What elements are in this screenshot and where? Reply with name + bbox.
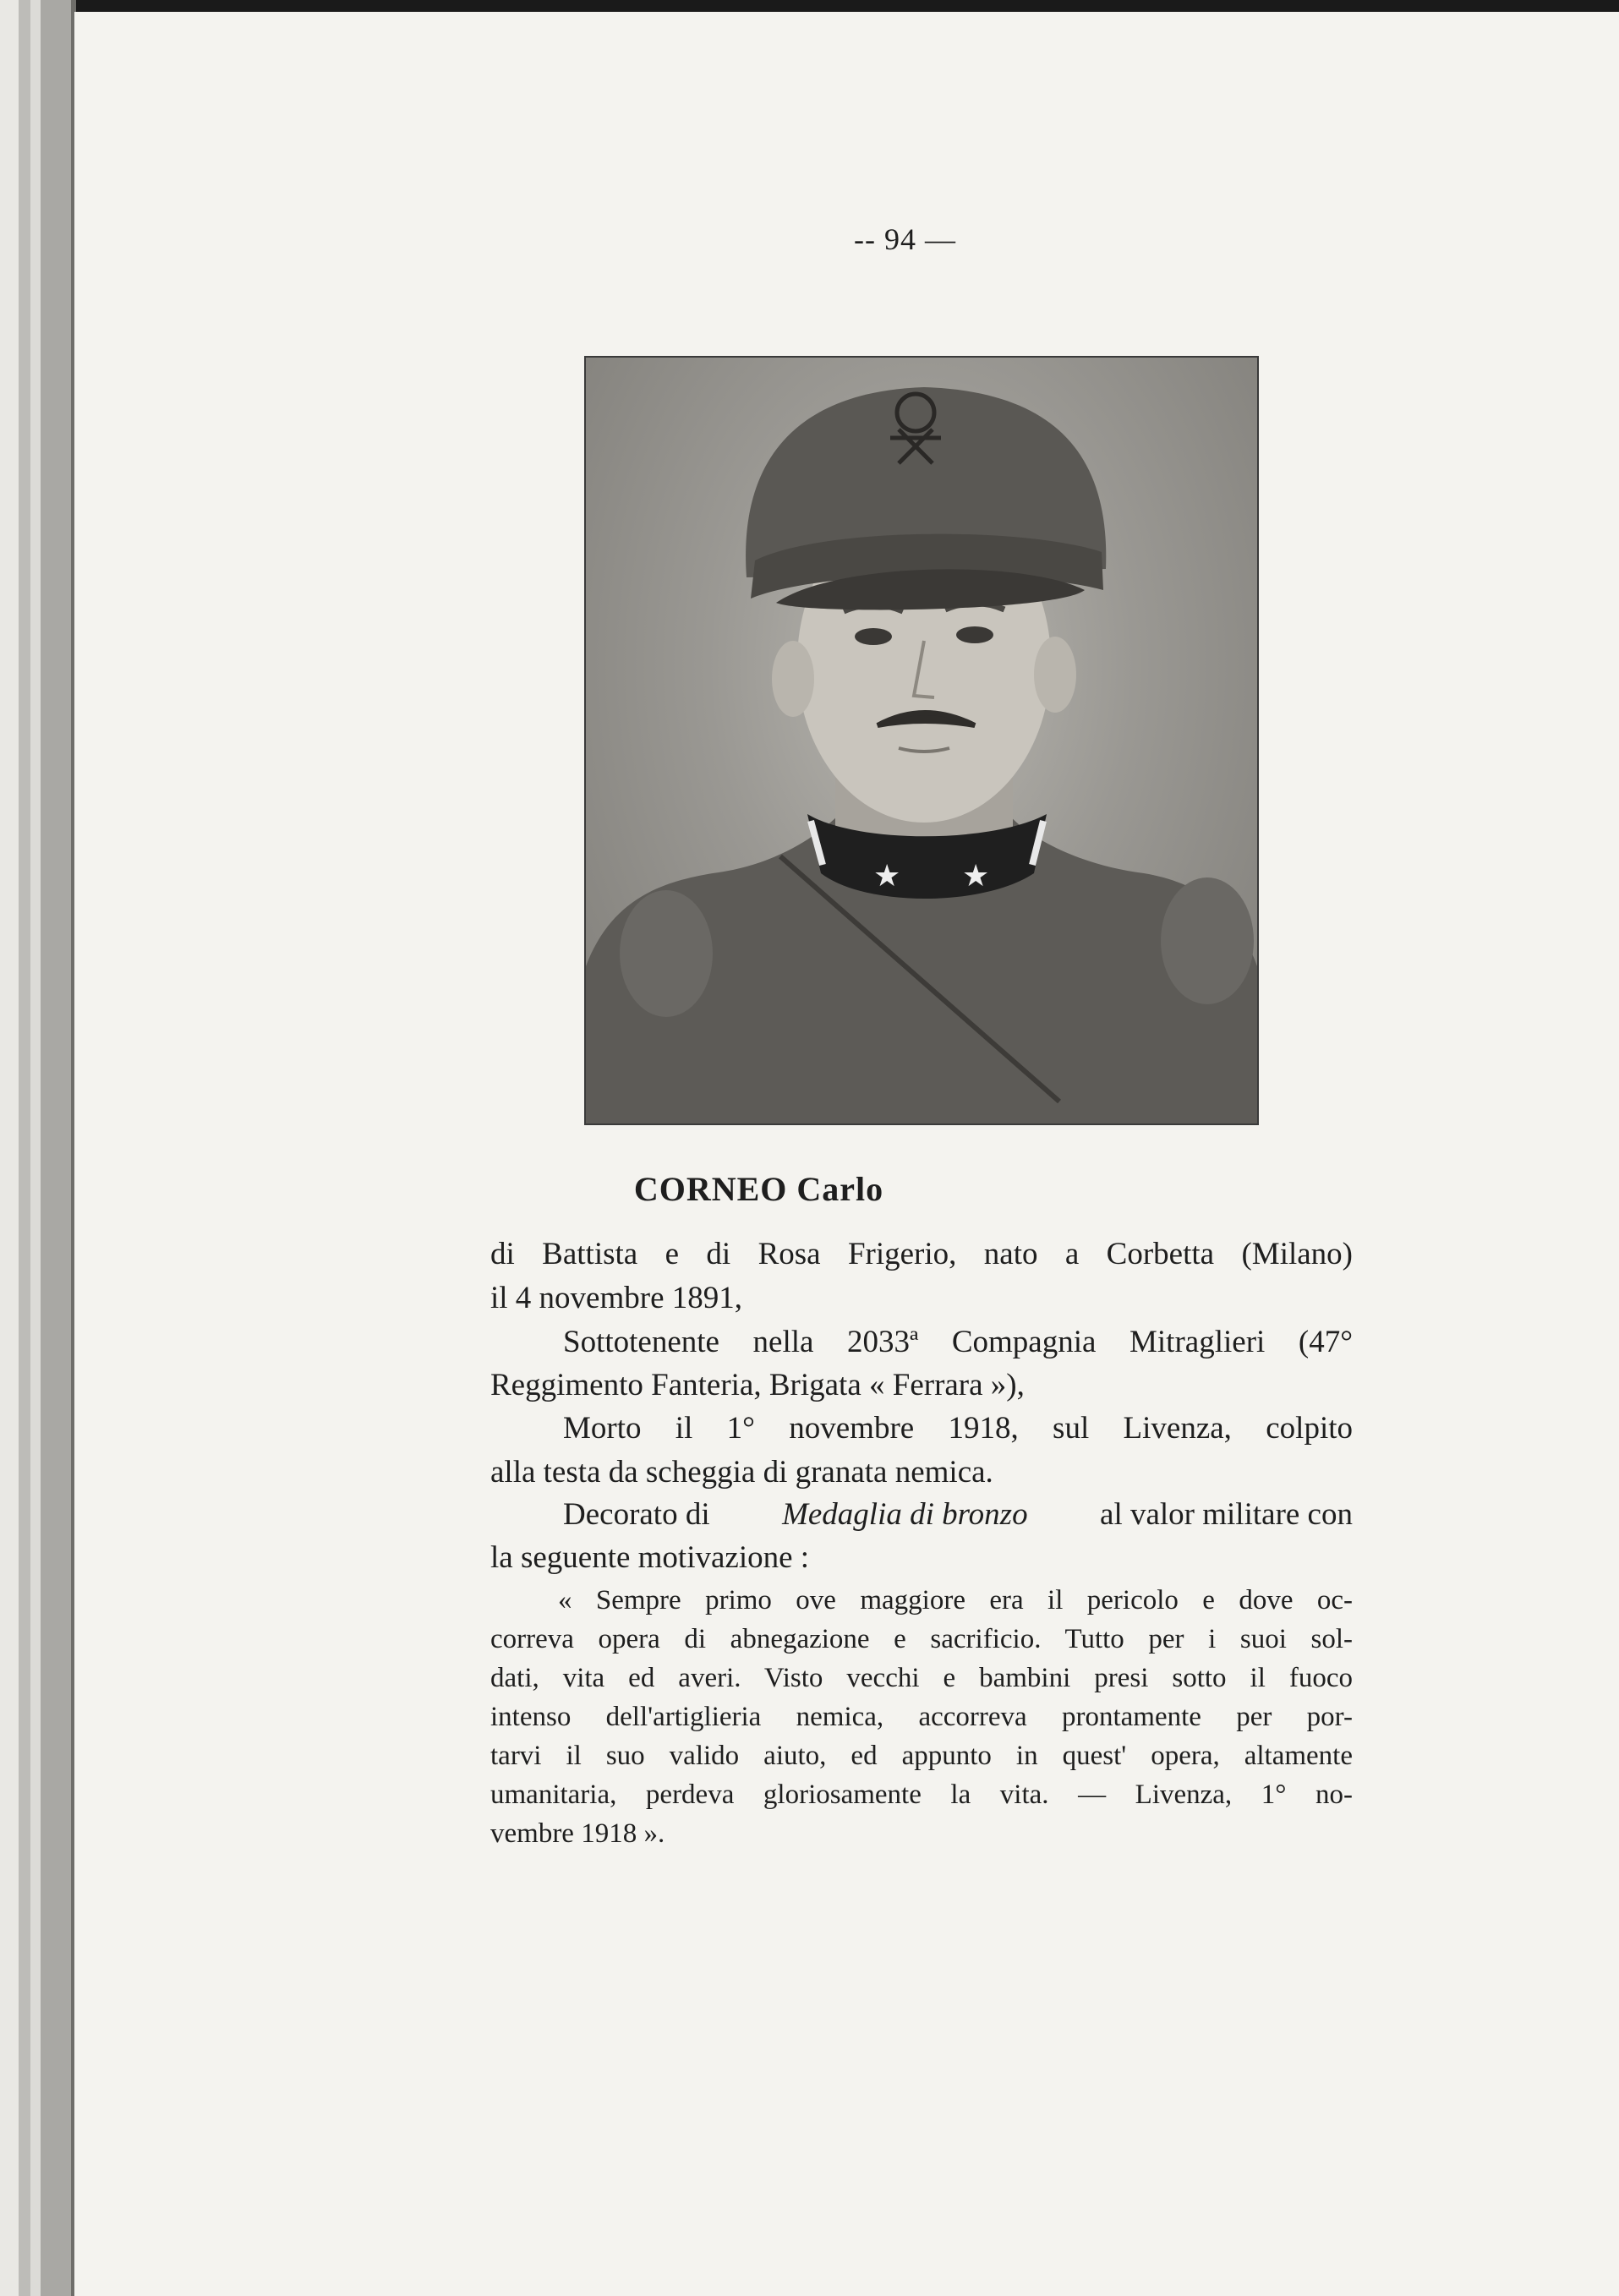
portrait-photo xyxy=(586,358,1257,1123)
page-number: -- 94 — xyxy=(854,222,956,256)
citation-line: umanitaria, perdeva gloriosamente la vita. — Livenza, 1° no- xyxy=(490,1779,1353,1810)
citation-line: vembre 1918 ». xyxy=(490,1818,665,1849)
paragraph-line: di Battista e di Rosa Frigerio, nato a Corbetta (Milano) xyxy=(490,1237,1353,1271)
citation-line: « Sempre primo ove maggiore era il pericolo e dove oc- xyxy=(558,1585,1353,1615)
book-page xyxy=(74,12,1619,2296)
decoration-suffix: al valor militare con xyxy=(1100,1497,1353,1532)
medal-name: Medaglia di bronzo xyxy=(782,1497,1028,1532)
binding-edge xyxy=(0,0,19,2296)
paragraph-line: la seguente motivazione : xyxy=(490,1540,810,1575)
paragraph-line: Reggimento Fanteria, Brigata « Ferrara »), xyxy=(490,1368,1025,1402)
citation-line: dati, vita ed averi. Visto vecchi e bambini presi sotto il fuoco xyxy=(490,1663,1353,1693)
decoration-intro: Decorato di xyxy=(563,1497,710,1532)
svg-text:★: ★ xyxy=(962,859,990,894)
citation-line: intenso dell'artiglieria nemica, accorreva prontamente per por- xyxy=(490,1702,1353,1732)
citation-line: correva opera di abnegazione e sacrificio. Tutto per i suoi sol- xyxy=(490,1624,1353,1654)
paragraph-line xyxy=(563,1496,1353,1533)
paragraph-line: alla testa da scheggia di granata nemica. xyxy=(490,1455,993,1490)
paragraph-line: il 4 novembre 1891, xyxy=(490,1281,743,1315)
paragraph-line: Sottotenente nella 2033ª Compagnia Mitraglieri (47° xyxy=(563,1325,1353,1359)
binding-edge xyxy=(30,0,41,2296)
binding-edge xyxy=(41,0,74,2296)
person-name-heading: CORNEO Carlo xyxy=(633,1170,884,1208)
citation-line: tarvi il suo valido aiuto, ed appunto in quest' opera, altamente xyxy=(490,1741,1353,1771)
paragraph-line: Morto il 1° novembre 1918, sul Livenza, colpito xyxy=(563,1411,1353,1446)
svg-text:★: ★ xyxy=(873,859,901,894)
binding-edge xyxy=(19,0,30,2296)
